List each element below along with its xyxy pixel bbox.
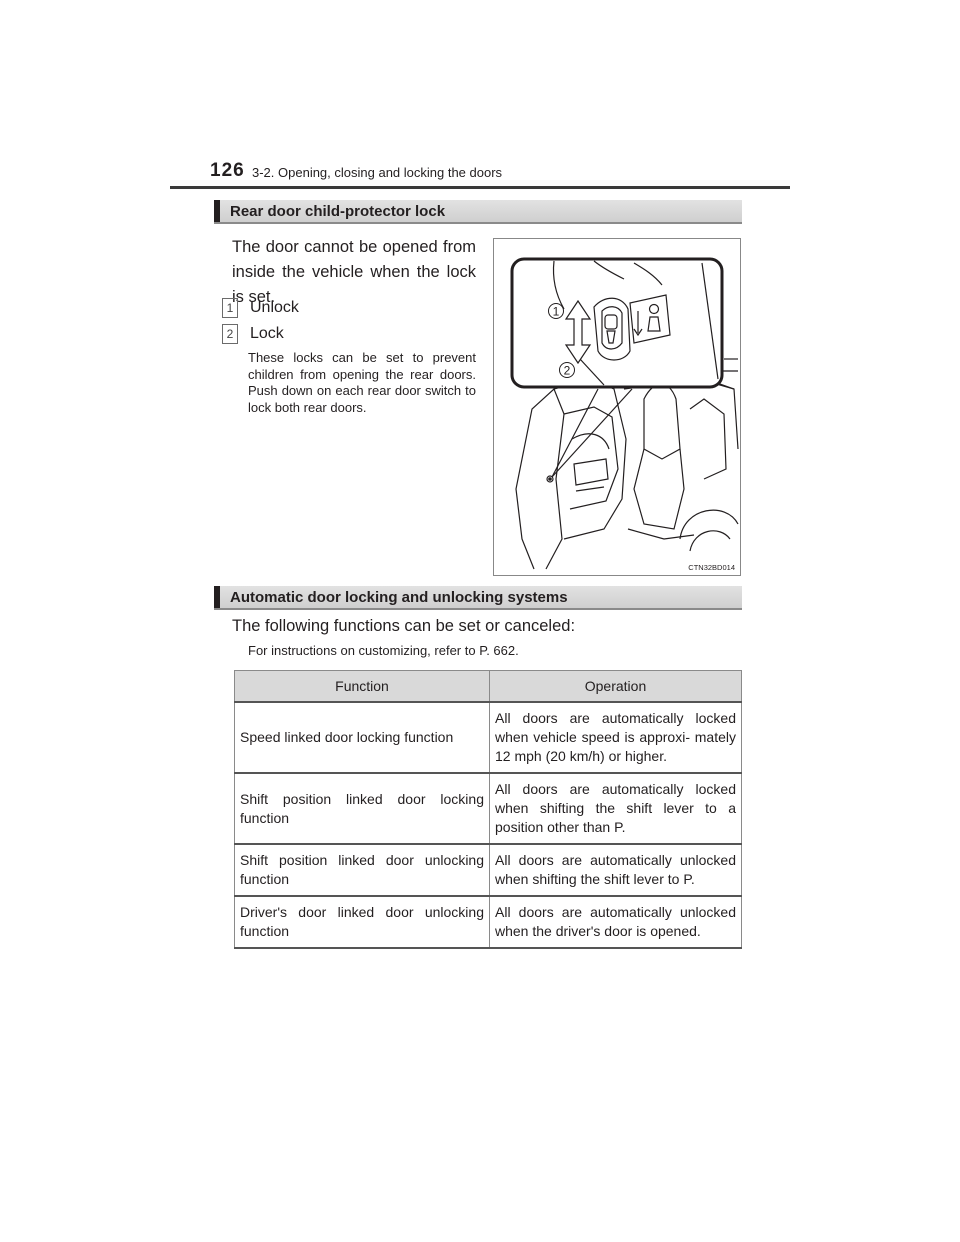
heading-bar <box>214 200 220 222</box>
function-cell: Shift position linked door unlocking function <box>235 844 490 896</box>
auto-lock-intro: The following functions can be set or canceled: <box>232 617 576 635</box>
item-label: Lock <box>250 325 284 343</box>
child-lock-note: These locks can be set to prevent children from opening the rear doors. Push down on each rear door switch to lock both rear doors. <box>248 350 476 415</box>
heading-bar <box>214 586 220 608</box>
operation-cell: All doors are automatically unlocked when shifting the shift lever to P. <box>490 844 742 896</box>
operation-cell: All doors are automatically locked when vehicle speed is approxi- mately 12 mph (20 km/h) or higher. <box>490 702 742 773</box>
operation-cell: All doors are automatically unlocked when the driver's door is opened. <box>490 896 742 948</box>
page-number: 126 <box>210 160 245 181</box>
callout-1: 1 <box>552 304 560 319</box>
child-lock-illustration <box>493 238 741 576</box>
child-lock-intro: The door cannot be opened from inside the vehicle when the lock is set. <box>232 238 476 306</box>
column-header-function: Function <box>235 671 490 703</box>
callout-2: 2 <box>563 363 571 378</box>
numbered-item-unlock <box>222 298 299 318</box>
section-heading-auto-lock <box>214 586 742 610</box>
function-cell: Speed linked door locking function <box>235 702 490 773</box>
numbered-item-lock <box>222 324 284 344</box>
operation-cell: All doors are automatically locked when shifting the shift lever to a position other than P. <box>490 773 742 844</box>
table-row <box>235 896 742 948</box>
item-label: Unlock <box>250 299 299 317</box>
table-row <box>235 773 742 844</box>
section-title: Rear door child-protector lock <box>230 203 446 220</box>
table-row <box>235 702 742 773</box>
functions-table <box>234 670 742 949</box>
customize-note: For instructions on customizing, refer to P. 662. <box>248 643 519 658</box>
number-badge: 1 <box>222 298 238 318</box>
table-row <box>235 844 742 896</box>
column-header-operation: Operation <box>490 671 742 703</box>
table-header-row <box>235 671 742 703</box>
header-rule <box>170 186 790 189</box>
function-cell: Driver's door linked door unlocking function <box>235 896 490 948</box>
running-header: 3-2. Opening, closing and locking the doors <box>252 165 503 180</box>
number-badge: 2 <box>222 324 238 344</box>
car-door-drawing <box>494 239 740 575</box>
section-heading-child-lock <box>214 200 742 224</box>
illustration-code: CTN32BD014 <box>688 563 735 572</box>
section-title: Automatic door locking and unlocking systems <box>230 589 568 606</box>
function-cell: Shift position linked door locking function <box>235 773 490 844</box>
